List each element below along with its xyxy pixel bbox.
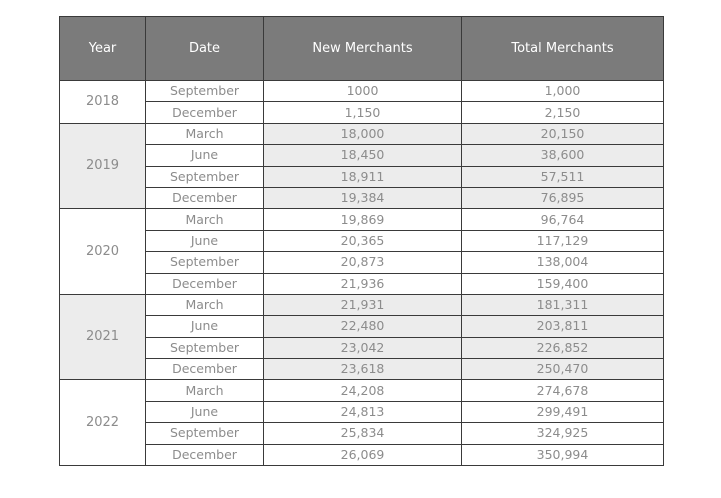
new-merchants-cell: 22,480 bbox=[264, 316, 462, 337]
date-cell: March bbox=[146, 380, 264, 401]
total-merchants-cell: 274,678 bbox=[462, 380, 664, 401]
date-cell: December bbox=[146, 359, 264, 380]
header-new-merchants: New Merchants bbox=[264, 17, 462, 81]
date-cell: March bbox=[146, 294, 264, 315]
year-cell: 2022 bbox=[60, 380, 146, 466]
total-merchants-cell: 96,764 bbox=[462, 209, 664, 230]
date-cell: September bbox=[146, 337, 264, 358]
year-cell: 2020 bbox=[60, 209, 146, 295]
header-total-merchants: Total Merchants bbox=[462, 17, 664, 81]
table-row bbox=[60, 187, 664, 208]
total-merchants-cell: 324,925 bbox=[462, 423, 664, 444]
table-row bbox=[60, 102, 664, 123]
table-row bbox=[60, 380, 664, 401]
table-row bbox=[60, 423, 664, 444]
date-cell: June bbox=[146, 230, 264, 251]
new-merchants-cell: 20,365 bbox=[264, 230, 462, 251]
date-cell: September bbox=[146, 81, 264, 102]
total-merchants-cell: 250,470 bbox=[462, 359, 664, 380]
total-merchants-cell: 226,852 bbox=[462, 337, 664, 358]
date-cell: September bbox=[146, 423, 264, 444]
new-merchants-cell: 19,384 bbox=[264, 187, 462, 208]
header-year: Year bbox=[60, 17, 146, 81]
new-merchants-cell: 1000 bbox=[264, 81, 462, 102]
table-row bbox=[60, 444, 664, 465]
table-row bbox=[60, 294, 664, 315]
date-cell: March bbox=[146, 123, 264, 144]
new-merchants-cell: 24,813 bbox=[264, 401, 462, 422]
new-merchants-cell: 18,450 bbox=[264, 145, 462, 166]
total-merchants-cell: 76,895 bbox=[462, 187, 664, 208]
total-merchants-cell: 1,000 bbox=[462, 81, 664, 102]
table-row bbox=[60, 209, 664, 230]
date-cell: September bbox=[146, 166, 264, 187]
total-merchants-cell: 350,994 bbox=[462, 444, 664, 465]
table-row bbox=[60, 166, 664, 187]
date-cell: December bbox=[146, 187, 264, 208]
new-merchants-cell: 21,936 bbox=[264, 273, 462, 294]
total-merchants-cell: 2,150 bbox=[462, 102, 664, 123]
total-merchants-cell: 159,400 bbox=[462, 273, 664, 294]
date-cell: September bbox=[146, 252, 264, 273]
total-merchants-cell: 138,004 bbox=[462, 252, 664, 273]
year-cell: 2018 bbox=[60, 81, 146, 124]
new-merchants-cell: 20,873 bbox=[264, 252, 462, 273]
year-cell: 2019 bbox=[60, 123, 146, 209]
new-merchants-cell: 23,618 bbox=[264, 359, 462, 380]
new-merchants-cell: 18,000 bbox=[264, 123, 462, 144]
date-cell: December bbox=[146, 102, 264, 123]
year-cell: 2021 bbox=[60, 294, 146, 380]
table-row bbox=[60, 230, 664, 251]
date-cell: June bbox=[146, 145, 264, 166]
table-header bbox=[60, 17, 664, 81]
new-merchants-cell: 26,069 bbox=[264, 444, 462, 465]
date-cell: June bbox=[146, 401, 264, 422]
table-body bbox=[60, 81, 664, 466]
table-row bbox=[60, 316, 664, 337]
table-row bbox=[60, 123, 664, 144]
table-row bbox=[60, 273, 664, 294]
new-merchants-cell: 25,834 bbox=[264, 423, 462, 444]
table-row bbox=[60, 252, 664, 273]
table-row bbox=[60, 145, 664, 166]
new-merchants-cell: 24,208 bbox=[264, 380, 462, 401]
total-merchants-cell: 181,311 bbox=[462, 294, 664, 315]
new-merchants-cell: 1,150 bbox=[264, 102, 462, 123]
total-merchants-cell: 38,600 bbox=[462, 145, 664, 166]
table-row bbox=[60, 81, 664, 102]
total-merchants-cell: 117,129 bbox=[462, 230, 664, 251]
date-cell: March bbox=[146, 209, 264, 230]
date-cell: June bbox=[146, 316, 264, 337]
total-merchants-cell: 57,511 bbox=[462, 166, 664, 187]
total-merchants-cell: 299,491 bbox=[462, 401, 664, 422]
new-merchants-cell: 18,911 bbox=[264, 166, 462, 187]
table-row bbox=[60, 337, 664, 358]
total-merchants-cell: 20,150 bbox=[462, 123, 664, 144]
new-merchants-cell: 23,042 bbox=[264, 337, 462, 358]
total-merchants-cell: 203,811 bbox=[462, 316, 664, 337]
new-merchants-cell: 19,869 bbox=[264, 209, 462, 230]
new-merchants-cell: 21,931 bbox=[264, 294, 462, 315]
date-cell: December bbox=[146, 273, 264, 294]
merchants-table bbox=[59, 16, 664, 466]
table-row bbox=[60, 359, 664, 380]
date-cell: December bbox=[146, 444, 264, 465]
header-date: Date bbox=[146, 17, 264, 81]
table-row bbox=[60, 401, 664, 422]
